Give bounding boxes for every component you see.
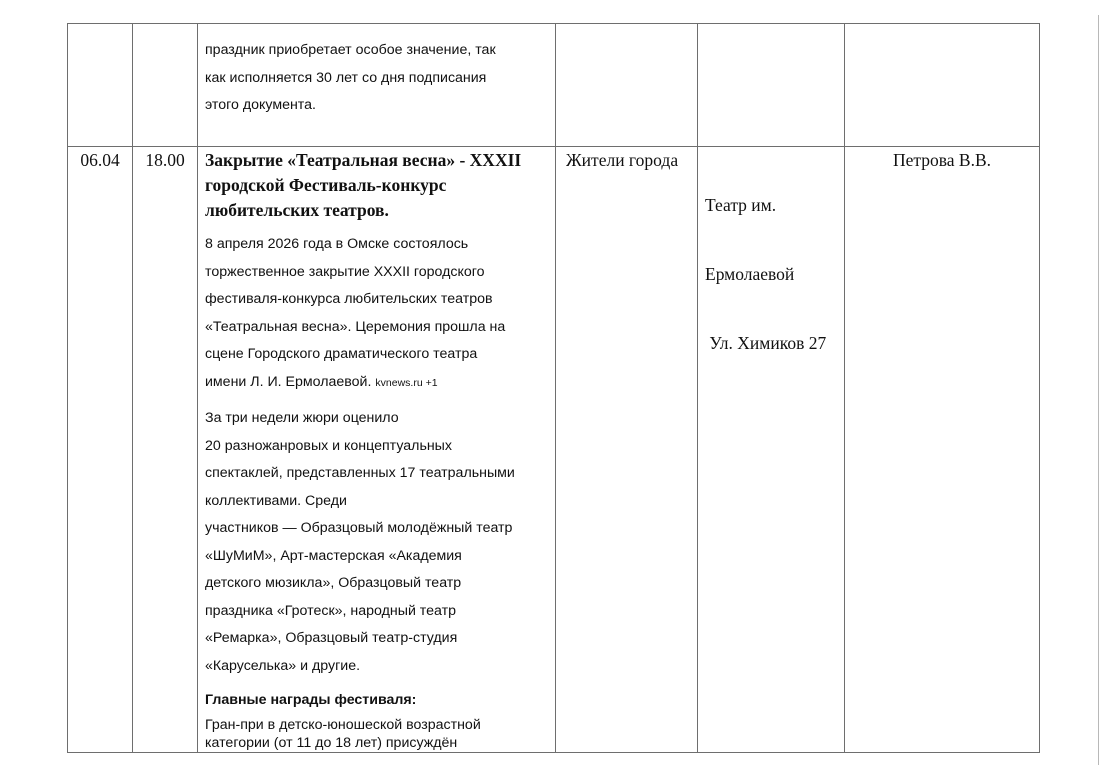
- text-line: торжественное закрытие XXXII городского: [205, 263, 485, 280]
- text-line: «Театральная весна». Церемония прошла на: [205, 318, 506, 335]
- row1-event-description: [205, 37, 550, 120]
- text-line: 20 разножанровых и концептуальных: [205, 437, 452, 454]
- text-line: спектаклей, представленных 17 театральными: [205, 465, 515, 481]
- text-line: «ШуМиМ», Арт-мастерская «Академия: [205, 547, 462, 564]
- row2-event-description: [205, 148, 551, 752]
- text-line: категории (от 11 до 18 лет) присуждён: [205, 735, 458, 751]
- page-edge-line: [1098, 15, 1099, 765]
- event-paragraph-2: [205, 405, 551, 680]
- column-divider: [844, 24, 845, 752]
- event-paragraph-1: [205, 231, 551, 397]
- awards-heading: Главные награды фестиваля:: [205, 692, 417, 708]
- column-divider: [697, 24, 698, 752]
- event-venue: [705, 148, 843, 401]
- column-divider: [132, 24, 133, 752]
- text-line: праздник приобретает особое значение, так: [205, 42, 496, 58]
- text-line: фестиваля-конкурса любительских театров: [205, 291, 493, 307]
- text-line: как исполняется 30 лет со дня подписания: [205, 69, 487, 86]
- event-responsible: Петрова В.В.: [892, 150, 992, 170]
- event-audience: Жители города: [566, 150, 679, 170]
- venue-line: Ермолаевой: [705, 264, 795, 284]
- text-line: имени Л. И. Ермолаевой.: [205, 373, 372, 390]
- title-line: Закрытие «Театральная весна» - XXXII: [205, 150, 522, 170]
- title-line: любительских театров.: [205, 200, 389, 220]
- text-line: 8 апреля 2026 года в Омске состоялось: [205, 236, 469, 252]
- text-line: За три недели жюри оценило: [205, 410, 399, 426]
- text-line: этого документа.: [205, 97, 316, 113]
- schedule-table: [67, 23, 1040, 753]
- event-title: [205, 148, 551, 223]
- text-line: участников — Образцовый молодёжный театр: [205, 520, 513, 536]
- venue-line: Театр им.: [705, 195, 777, 215]
- title-line: городской Фестиваль-конкурс: [205, 175, 447, 195]
- text-line: детского мюзикла», Образцовый театр: [205, 575, 462, 591]
- text-line: коллективами. Среди: [205, 492, 347, 509]
- source-link[interactable]: kvnews.ru +1: [375, 376, 438, 389]
- text-line: Гран-при в детско-юношеской возрастной: [205, 717, 481, 733]
- text-line: «Каруселька» и другие.: [205, 657, 361, 674]
- text-line: «Ремарка», Образцовый театр-студия: [205, 630, 458, 646]
- event-date: 06.04: [80, 150, 120, 170]
- column-divider: [197, 24, 198, 752]
- text-line: сцене Городского драматического театра: [205, 346, 478, 362]
- row-divider: [68, 146, 1039, 147]
- venue-line: Ул. Химиков 27: [705, 333, 827, 353]
- column-divider: [555, 24, 556, 752]
- event-time: 18.00: [145, 150, 185, 170]
- awards-text: [205, 716, 551, 752]
- text-line: праздника «Гротеск», народный театр: [205, 602, 457, 619]
